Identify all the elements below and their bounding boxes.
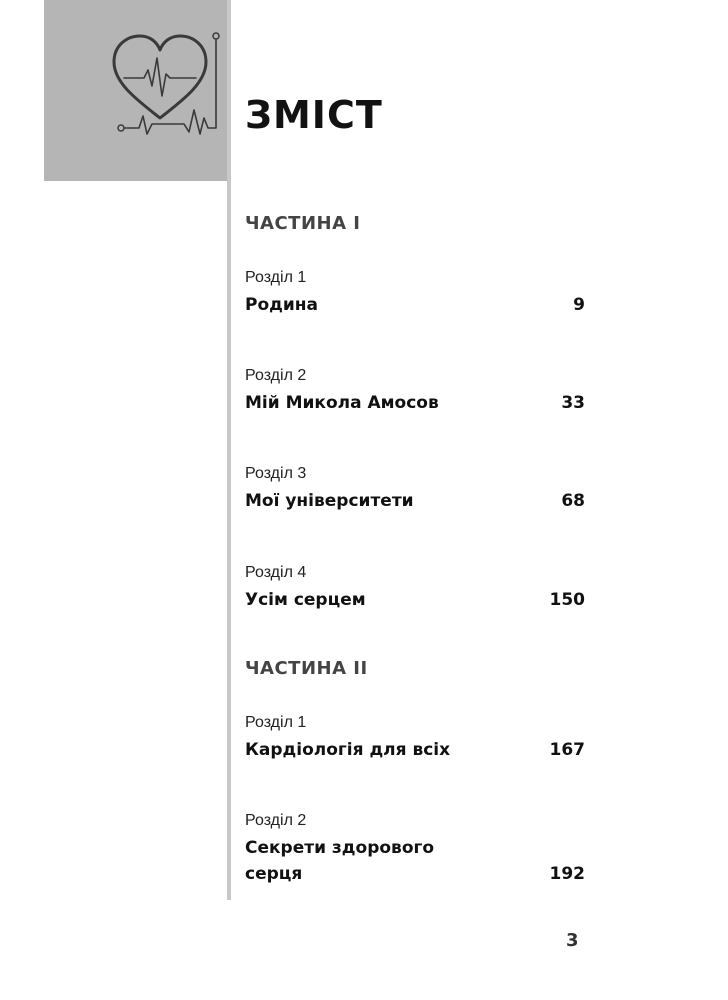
- chapter-label: Розділ 2: [245, 367, 307, 384]
- toc-entry[interactable]: [245, 713, 585, 763]
- chapter-page-number: 33: [561, 393, 585, 413]
- toc-entry[interactable]: [245, 811, 585, 887]
- toc-entry[interactable]: [245, 366, 585, 416]
- chapter-title: Секрети здорового серця: [245, 838, 435, 884]
- chapter-label: Розділ 1: [245, 269, 307, 286]
- chapter-page-number: 167: [549, 740, 585, 760]
- vertical-divider: [227, 0, 231, 900]
- toc-entry[interactable]: [245, 268, 585, 318]
- heart-ecg-icon: [44, 0, 227, 181]
- chapter-label: Розділ 1: [245, 714, 307, 731]
- chapter-title: Мої університети: [245, 491, 414, 511]
- chapter-label: Розділ 3: [245, 465, 307, 482]
- chapter-label: Розділ 4: [245, 564, 307, 581]
- chapter-title: Мій Микола Амосов: [245, 393, 439, 413]
- toc-entry[interactable]: [245, 563, 585, 613]
- chapter-page-number: 9: [573, 295, 585, 315]
- chapter-page-number: 150: [549, 590, 585, 610]
- toc-entry[interactable]: [245, 464, 585, 514]
- chapter-title: Родина: [245, 295, 318, 315]
- page-number: 3: [566, 930, 579, 951]
- page-title: ЗМІСТ: [245, 93, 383, 137]
- part-heading: ЧАСТИНА I: [245, 213, 361, 234]
- corner-block: [44, 0, 227, 181]
- chapter-page-number: 192: [549, 864, 585, 884]
- part-heading: ЧАСТИНА II: [245, 658, 368, 679]
- chapter-title: Усім серцем: [245, 590, 366, 610]
- chapter-page-number: 68: [561, 491, 585, 511]
- chapter-label: Розділ 2: [245, 812, 307, 829]
- chapter-title: Кардіологія для всіх: [245, 740, 451, 760]
